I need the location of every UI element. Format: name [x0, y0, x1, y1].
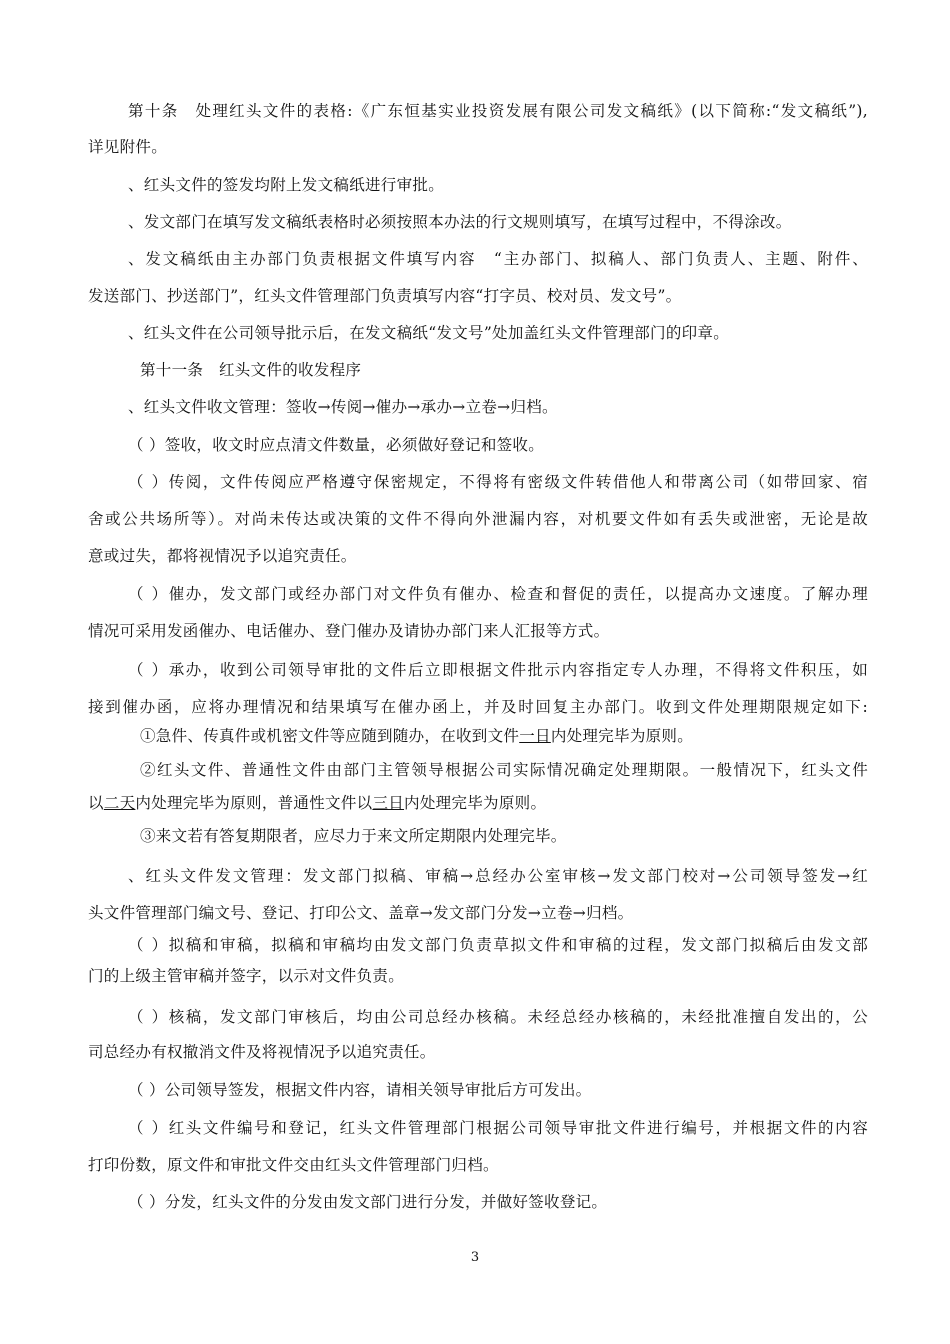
article-11-heading: 第十一条 红头文件的收发程序	[140, 361, 362, 379]
deadline-item-3: ③来文若有答复期限者，应尽力于来文所定期限内处理完毕。	[140, 827, 567, 845]
deadline-item-2-text-a: 以	[88, 794, 104, 812]
article-10-item-4: 、红头文件在公司领导批示后，在发文稿纸“发文号”处加盖红头文件管理部门的印章。	[128, 324, 730, 342]
deadline-item-1-text-a: ①急件、传真件或机密文件等应随到随办，在收到文件	[140, 727, 520, 745]
deadline-item-2-underlined-2: 三日	[372, 794, 405, 812]
dispatch-review-line-1: （ ）核稿，发文部门审核后，均由公司总经办核稿。未经总经办核稿的，未经批准擅自发出的，公	[128, 1008, 868, 1026]
article-10-item-1: 、红头文件的签发均附上发文稿纸进行审批。	[128, 176, 445, 194]
dispatch-sign: （ ）公司领导签发，根据文件内容，请相关领导审批后方可发出。	[128, 1081, 592, 1099]
receipt-urge-line-1: （ ）催办，发文部门或经办部门对文件负有催办、检查和督促的责任，以提高办文速度。了解办理	[128, 585, 868, 603]
deadline-item-2-text-c: 内处理完毕为原则。	[404, 794, 547, 812]
article-10-line-1: 第十条 处理红头文件的表格:《广东恒基实业投资发展有限公司发文稿纸》(以下简称:“发文稿纸”),	[128, 102, 868, 120]
receipt-handle-line-1: （ ）承办，收到公司领导审批的文件后立即根据文件批示内容指定专人办理，不得将文件积压，如	[128, 661, 868, 679]
article-10-item-2: 、发文部门在填写发文稿纸表格时必须按照本办法的行文规则填写，在填写过程中，不得涂改。	[128, 213, 792, 231]
deadline-item-2-text-b: 内处理完毕为原则，普通性文件以	[135, 794, 373, 812]
dispatch-draft-line-2: 门的上级主管审稿并签字，以示对文件负责。	[88, 967, 405, 985]
dispatch-distribute: （ ）分发，红头文件的分发由发文部门进行分发，并做好签收登记。	[128, 1193, 608, 1211]
dispatch-number-line-1: （ ）红头文件编号和登记，红头文件管理部门根据公司领导审批文件进行编号，并根据文件的内容	[128, 1119, 868, 1137]
receipt-sign: （ ）签收，收文时应点清文件数量，必须做好登记和签收。	[128, 436, 545, 454]
dispatch-number-line-2: 打印份数，原文件和审批文件交由红头文件管理部门归档。	[88, 1156, 499, 1174]
article-10-line-2: 详见附件。	[88, 138, 168, 156]
dispatch-draft-line-1: （ ）拟稿和审稿，拟稿和审稿均由发文部门负责草拟文件和审稿的过程，发文部门拟稿后由发文部	[128, 936, 868, 954]
article-11-item-2-line-1: 、红头文件发文管理：发文部门拟稿、审稿→总经办公室审核→发文部门校对→公司领导签发→红	[128, 867, 868, 885]
receipt-circulate-line-2: 舍或公共场所等）。对尚未传达或决策的文件不得向外泄漏内容，对机要文件如有丢失或泄密，无论是故	[88, 510, 868, 528]
deadline-item-1-underlined: 一日	[519, 727, 551, 745]
deadline-item-1	[140, 726, 920, 746]
deadline-item-2-underlined-1: 二天	[103, 794, 136, 812]
article-10-item-3-line-2: 发送部门、抄送部门”，红头文件管理部门负责填写内容“打字员、校对员、发文号”。	[88, 287, 682, 305]
receipt-circulate-line-3: 意或过失，都将视情况予以追究责任。	[88, 547, 357, 565]
receipt-circulate-line-1: （ ）传阅，文件传阅应严格遵守保密规定，不得将有密级文件转借他人和带离公司（如带回家、宿	[128, 473, 868, 491]
deadline-item-1-text-b: 内处理完毕为原则。	[550, 727, 694, 745]
receipt-urge-line-2: 情况可采用发函催办、电话催办、登门催办及请协办部门来人汇报等方式。	[88, 622, 610, 640]
article-11-item-2-line-2: 头文件管理部门编文号、登记、打印公文、盖章→发文部门分发→立卷→归档。	[88, 904, 634, 922]
article-10-item-3-line-1: 、发文稿纸由主办部门负责根据文件填写内容 “主办部门、拟稿人、部门负责人、主题、附件、	[128, 250, 868, 268]
article-11-item-1: 、红头文件收文管理：签收→传阅→催办→承办→立卷→归档。	[128, 398, 558, 416]
deadline-item-2-line-1: ②红头文件、普通性文件由部门主管领导根据公司实际情况确定处理期限。一般情况下，红头文件	[140, 761, 868, 779]
receipt-handle-line-2: 接到催办函，应将办理情况和结果填写在催办函上，并及时回复主办部门。收到文件处理期限规定如下:	[88, 698, 868, 716]
deadline-item-2-line-2	[88, 793, 868, 813]
dispatch-review-line-2: 司总经办有权撤消文件及将视情况予以追究责任。	[88, 1043, 436, 1061]
page-number: 3	[470, 1250, 480, 1265]
